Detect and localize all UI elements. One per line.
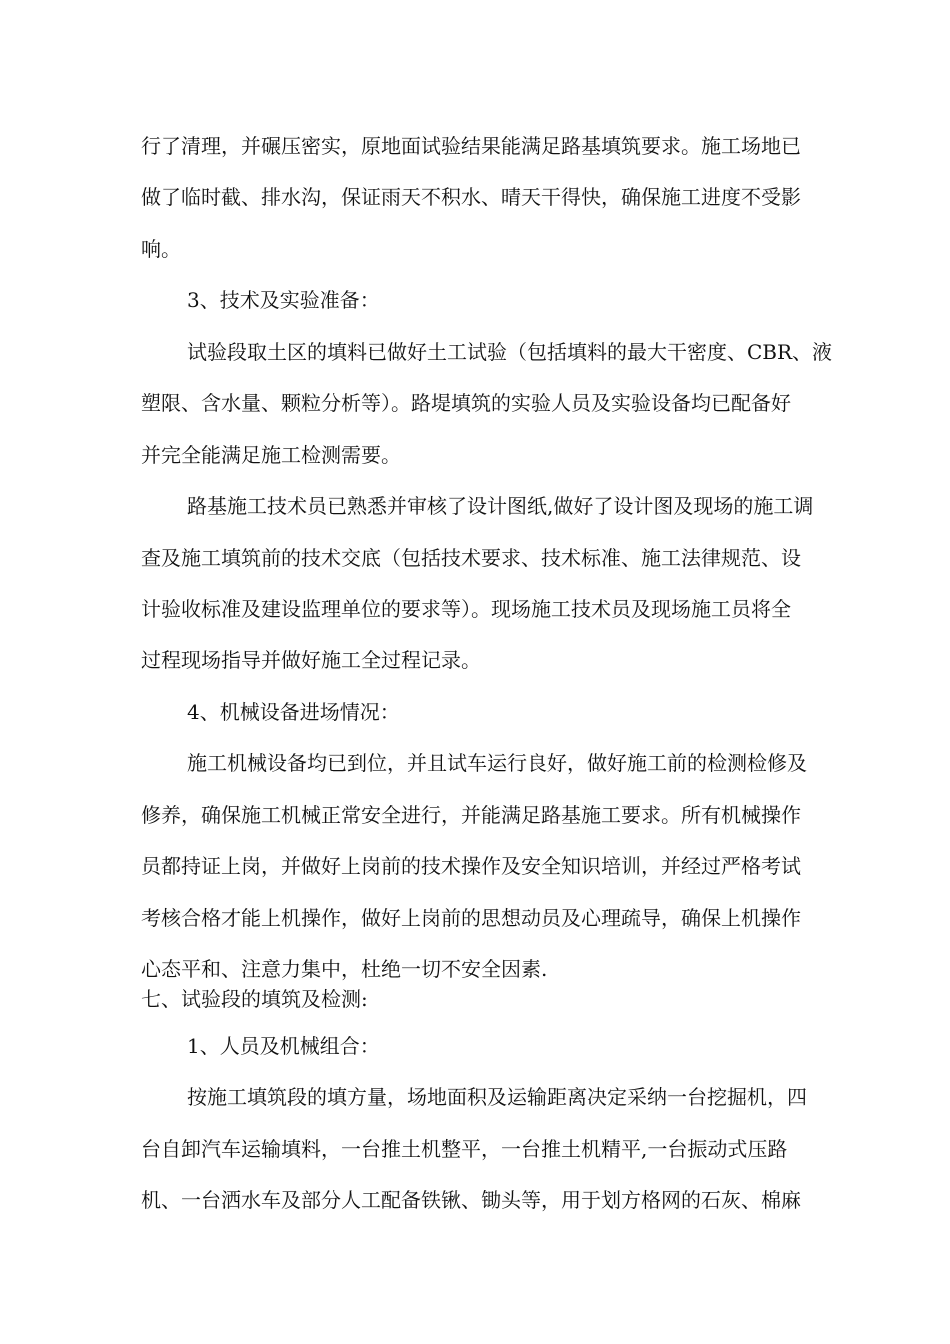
section-heading: 1、人员及机械组合：	[187, 1034, 380, 1058]
paragraph-line: 修养，确保施工机械正常安全进行，并能满足路基施工要求。所有机械操作	[141, 803, 801, 827]
paragraph-line: 过程现场指导并做好施工全过程记录。	[141, 648, 481, 672]
section-heading: 4、机械设备进场情况：	[187, 700, 400, 724]
paragraph-line: 机、一台洒水车及部分人工配备铁锹、锄头等，用于划方格网的石灰、棉麻	[141, 1188, 801, 1212]
paragraph-line: 行了清理，并碾压密实，原地面试验结果能满足路基填筑要求。施工场地已	[141, 134, 801, 158]
section-heading: 3、技术及实验准备：	[187, 288, 380, 312]
paragraph-line: 响。	[141, 237, 181, 261]
paragraph-line: 路基施工技术员已熟悉并审核了设计图纸,做好了设计图及现场的施工调	[187, 494, 814, 518]
paragraph-line: 做了临时截、排水沟，保证雨天不积水、晴天干得快，确保施工进度不受影	[141, 185, 801, 209]
paragraph-line: 按施工填筑段的填方量，场地面积及运输距离决定采纳一台挖掘机，四	[187, 1085, 807, 1109]
paragraph-line: 塑限、含水量、颗粒分析等）。路堤填筑的实验人员及实验设备均已配备好	[141, 391, 791, 415]
paragraph-line: 计验收标准及建设监理单位的要求等）。现场施工技术员及现场施工员将全	[141, 597, 791, 621]
paragraph-line: 施工机械设备均已到位，并且试车运行良好，做好施工前的检测检修及	[187, 751, 807, 775]
paragraph-line: 考核合格才能上机操作，做好上岗前的思想动员及心理疏导，确保上机操作	[141, 906, 801, 930]
paragraph-line: 心态平和、注意力集中，杜绝一切不安全因素.	[141, 957, 548, 981]
paragraph-line: 试验段取土区的填料已做好土工试验（包括填料的最大干密度、CBR、液	[187, 340, 833, 364]
paragraph-line: 查及施工填筑前的技术交底（包括技术要求、技术标准、施工法律规范、设	[141, 546, 801, 570]
paragraph-line: 员都持证上岗，并做好上岗前的技术操作及安全知识培训，并经过严格考试	[141, 854, 801, 878]
chapter-heading: 七、试验段的填筑及检测:	[141, 987, 368, 1011]
paragraph-line: 台自卸汽车运输填料，一台推土机整平，一台推土机精平,一台振动式压路	[141, 1137, 788, 1161]
paragraph-line: 并完全能满足施工检测需要。	[141, 443, 401, 467]
